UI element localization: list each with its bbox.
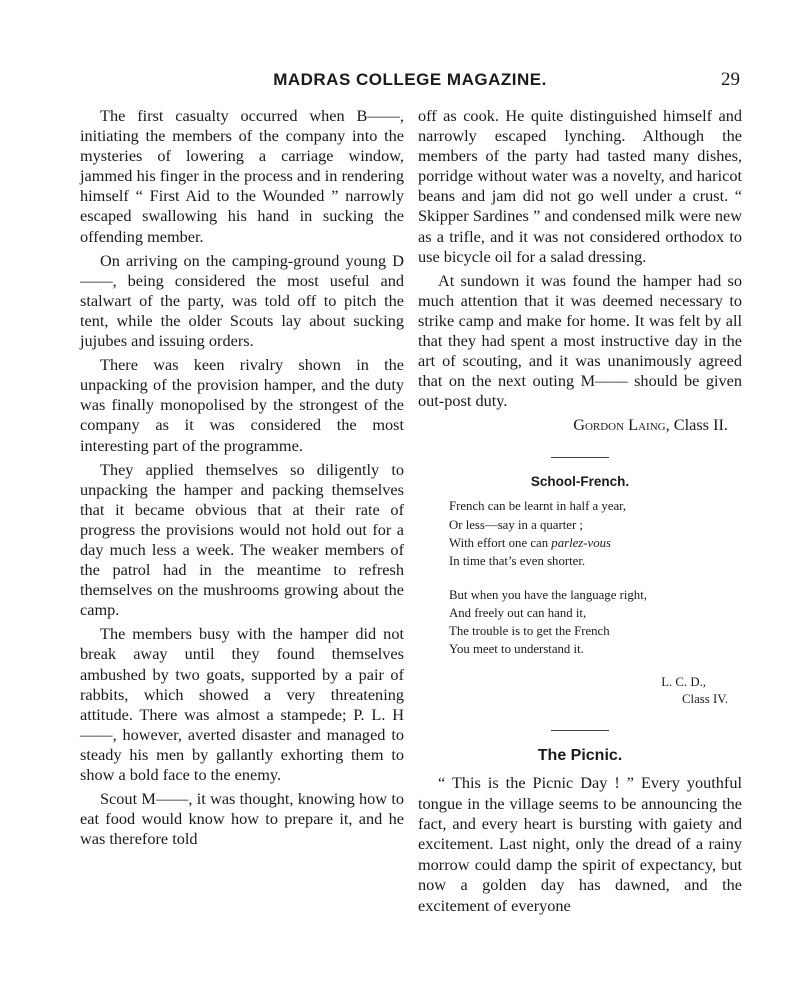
section-divider xyxy=(551,457,609,458)
paragraph-sundown: At sundown it was found the hamper had so much attention that it was deemed necessary to strike camp and make for home. It was felt by all that they had spent a most instructive day in the art of scouting, and it was unanimously agreed that on the next outing M—— should be given out-post duty. xyxy=(418,270,742,411)
poem-line: You meet to understand it. xyxy=(449,642,584,657)
poem-stanza xyxy=(449,586,742,658)
paragraph-unpacking: They applied themselves so diligently to unpacking the hamper and packing themselves that it became obvious that at their rate of progress the provisions would not hold out for a day much less a week. The weaker members of the patrol had in the meantime to refresh themselves on the mushrooms growing about the camp. xyxy=(80,459,404,620)
poem-author-class: Class IV. xyxy=(682,692,728,707)
poem-stanza xyxy=(449,497,742,569)
poem-line-start: With effort one can xyxy=(449,535,552,550)
poem-line: The trouble is to get the French xyxy=(449,623,610,638)
paragraph-scout-m: Scout M——, it was thought, knowing how to eat food would know how to prepare it, and he was therefore told xyxy=(80,789,404,849)
paragraph-goats: The members busy with the hamper did not break away until they found themselves ambushed by two goats, supported by a pair of rabbits, which showed a very threatening attitude. There was almost a stampede; P. L. H——, however, averted disaster and managed to steady his men by gallantly exhorting them to show a bold face to the enemy. xyxy=(80,624,404,784)
poem-line: Or less—say in a quarter ; xyxy=(449,517,583,532)
paragraph-picnic-day: “ This is the Picnic Day ! ” Every youthful tongue in the village seems to be announcing the fact, and every heart is bursting with gaiety and excitement. Last night, only the dread of a rainy morrow could damp the spirit of expectancy, but now a golden day has dawned, and the excitement of everyone xyxy=(418,773,742,915)
paragraph-camping-ground: On arriving on the camping-ground young D——, being considered the most useful and stalwart of the party, was told off to pitch the tent, while the older Scouts lay about sucking jujubes and issuing orders. xyxy=(80,250,404,351)
poem-title: School-French. xyxy=(530,474,630,490)
poem-line xyxy=(449,534,742,552)
poem-italic-phrase: parlez-vous xyxy=(551,535,612,550)
picnic-article xyxy=(418,773,742,916)
poem-line: French can be learnt in half a year, xyxy=(449,499,627,514)
poem-line: And freely out can hand it, xyxy=(449,605,587,620)
article-signature xyxy=(418,415,728,435)
page-header xyxy=(80,70,740,92)
running-title: MADRAS COLLEGE MAGAZINE. xyxy=(273,70,547,89)
paragraph-first-casualty: The first casualty occurred when B——, initiating the members of the company into the mysteries of lowering a carriage window, jammed his finger in the process and in rendering himself “ First Aid to the Wounded ” narrowly escaped swallowing his hand in sucking the offending member. xyxy=(80,106,404,246)
right-column xyxy=(418,106,742,920)
left-column xyxy=(80,106,404,853)
poem-author-initials: L. C. D., xyxy=(661,675,706,690)
poem-line: In time that’s even shorter. xyxy=(449,553,586,568)
section-divider xyxy=(551,730,609,731)
paragraph-cook-continuation: off as cook. He quite distinguished himself and narrowly escaped lynching. Although the members of the party had tasted many dishes, porridge without water was a novelty, and haricot beans and jam did not go well under a crust. “ Skipper Sardines ” and condensed milk were new as a trifle, and it was not considered orthodox to use bicycle oil for a salad dressing. xyxy=(418,106,742,266)
author-class: , Class II. xyxy=(665,415,728,435)
page-number: 29 xyxy=(721,69,740,90)
poem-line: But when you have the language right, xyxy=(449,587,647,602)
paragraph-provision-hamper: There was keen rivalry shown in the unpacking of the provision hamper, and the duty was finally monopolised by the strongest of the company as it was considered the most interesting part of the programme. xyxy=(80,355,404,455)
poem-signature xyxy=(418,674,742,708)
author-name: Gordon Laing xyxy=(573,415,666,435)
picnic-title: The Picnic. xyxy=(537,747,623,765)
